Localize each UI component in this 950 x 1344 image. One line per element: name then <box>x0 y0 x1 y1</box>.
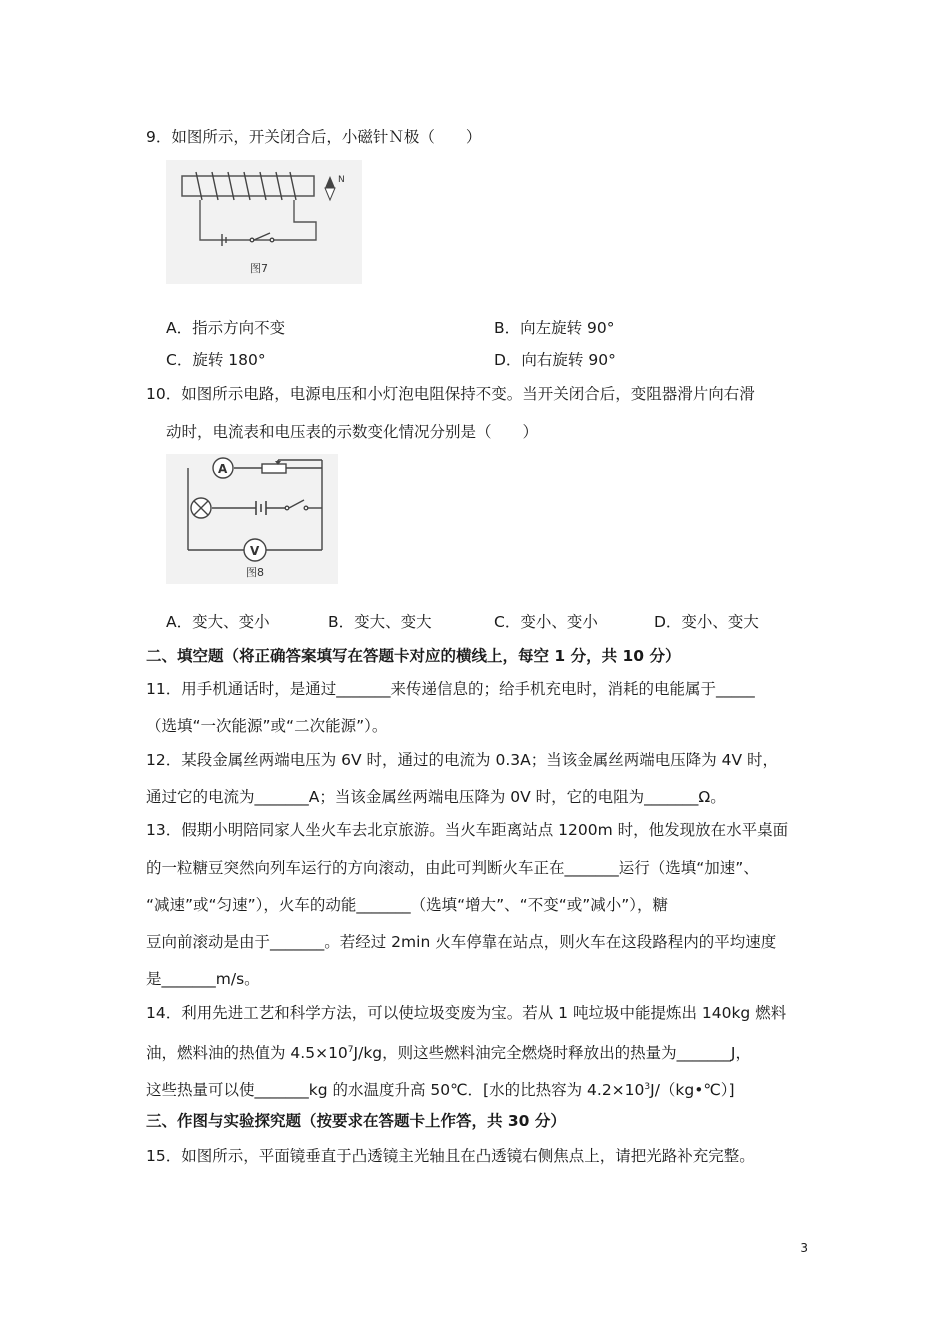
ammeter-label: A <box>218 462 228 476</box>
q15-line1: 15．如图所示，平面镜垂直于凸透镜主光轴且在凸透镜右侧焦点上，请把光路补充完整。 <box>146 1147 755 1165</box>
figure7-label: 图7 <box>250 262 268 275</box>
q14-line1: 14．利用先进工艺和科学方法，可以使垃圾变废为宝。若从 1 吨垃圾中能提炼出 140kg 燃料 <box>146 1004 787 1022</box>
q9-figure-solenoid <box>166 160 362 284</box>
q13-line1: 13．假期小明陪同家人坐火车去北京旅游。当火车距离站点 1200m 时，他发现放在水平桌面 <box>146 821 789 839</box>
q9-option-d: D．向右旋转 90° <box>494 351 616 369</box>
q11-line1: 11．用手机通话时，是通过_______来传递信息的；给手机充电时，消耗的电能属于_____ <box>146 680 755 698</box>
q13-line3: “减速”或“匀速”），火车的动能_______（选填“增大”、“不变“或”减小”），糖 <box>146 896 669 914</box>
q13-line2: 的一粒糖豆突然向列车运行的方向滚动，由此可判断火车正在_______运行（选填“加速”、 <box>146 859 759 877</box>
q14-line2 <box>146 1038 751 1065</box>
q10-option-d: D．变小、变大 <box>654 613 759 631</box>
figure-background <box>166 454 338 584</box>
q10-stem-line1: 10．如图所示电路，电源电压和小灯泡电阻保持不变。当开关闭合后，变阻器滑片向右滑 <box>146 385 755 403</box>
q9-option-c: C．旋转 180° <box>166 351 266 369</box>
q14-line3-exponent: 3 <box>644 1082 651 1092</box>
q14-line3 <box>146 1075 735 1102</box>
q13-line5: 是_______m/s。 <box>146 970 260 988</box>
q12-line2: 通过它的电流为_______A；当该金属丝两端电压降为 0V 时，它的电阻为_______Ω。 <box>146 788 726 806</box>
compass-n-label: N <box>338 175 345 185</box>
section3-heading: 三、作图与实验探究题（按要求在答题卡上作答，共 30 分） <box>146 1112 566 1130</box>
rheostat-icon <box>262 464 286 473</box>
q14-line3-pre: 这些热量可以使_______kg 的水温度升高 50℃．[水的比热容为 4.2×10 <box>146 1081 645 1100</box>
page-number: 3 <box>800 1241 808 1255</box>
section2-heading: 二、填空题（将正确答案填写在答题卡对应的横线上，每空 1 分，共 10 分） <box>146 647 681 665</box>
q10-option-a: A．变大、变小 <box>166 613 270 631</box>
q9-option-a: A．指示方向不变 <box>166 319 286 337</box>
q10-option-b: B．变大、变大 <box>328 613 432 631</box>
q13-line4: 豆向前滚动是由于_______。若经过 2min 火车停靠在站点，则火车在这段路程内的平均速度 <box>146 933 777 951</box>
q14-line3-post: J/（kg•℃）] <box>650 1081 735 1100</box>
q14-line2-post: J/kg，则这些燃料油完全燃烧时释放出的热量为_______J， <box>353 1044 751 1063</box>
figure8-label: 图8 <box>246 566 264 579</box>
q10-figure-circuit <box>166 454 338 584</box>
q14-line2-pre: 油，燃料油的热值为 4.5×10 <box>146 1044 348 1063</box>
q10-option-c: C．变小、变小 <box>494 613 598 631</box>
q10-stem-line2: 动时，电流表和电压表的示数变化情况分别是（ ） <box>166 423 539 441</box>
q12-line1: 12．某段金属丝两端电压为 6V 时，通过的电流为 0.3A；当该金属丝两端电压降为 4V 时， <box>146 751 779 769</box>
q14-line2-exponent: 7 <box>347 1045 354 1055</box>
q9-stem: 9．如图所示，开关闭合后，小磁针Ｎ极（ ） <box>146 128 482 146</box>
q11-line2: （选填“一次能源”或“二次能源”）。 <box>146 717 388 735</box>
voltmeter-label: V <box>250 544 260 558</box>
q9-option-b: B．向左旋转 90° <box>494 319 615 337</box>
